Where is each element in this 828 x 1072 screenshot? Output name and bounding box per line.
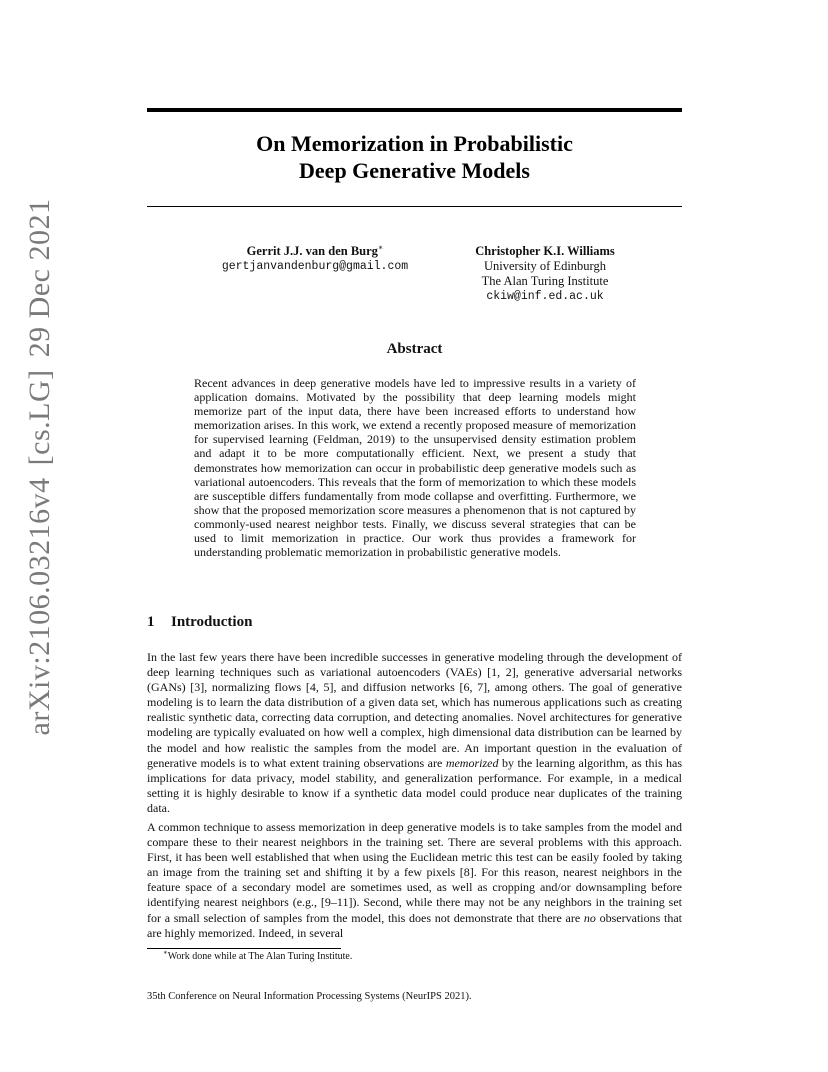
author-affiliation-2a: University of Edinburgh bbox=[484, 259, 606, 273]
author-name-2: Christopher K.I. Williams bbox=[475, 244, 615, 258]
footnote-text: Work done while at The Alan Turing Institute. bbox=[167, 951, 353, 962]
arxiv-id: arXiv:2106.03216v4 bbox=[23, 477, 56, 736]
intro-paragraph-1 bbox=[147, 650, 682, 816]
intro-p2-text-b: observations that are highly memorized. Indeed, in several bbox=[147, 910, 682, 940]
intro-paragraph-2 bbox=[147, 820, 682, 941]
intro-p1-text-a: In the last few years there have been incredible successes in generative modeling through the development of deep learning techniques such as variational autoencoders (VAEs) [1, 2], generative adversarial networks (GANs) [3], normalizing flows [4, 5], and diffusion networks [6, 7], among others. The goal of generative modeling is to learn the data distribution of a given data set, which has numerous applications such as creating realistic synthetic data, correcting data corruption, and detecting anomalies. Novel architectures for generative modeling are typically evaluated on how well a complex, high dimensional data distribution can be learned by the model and how realistic the samples from the model are. An important question in the evaluation of generative models is to what extent training observations are bbox=[147, 650, 682, 770]
author-affiliation-2b: The Alan Turing Institute bbox=[481, 274, 609, 288]
arxiv-category: [cs.LG] bbox=[23, 369, 56, 466]
abstract-text: Recent advances in deep generative models have led to impressive results in a variety of application domains. Motivated by the possibility that deep learning models might memorize part of the input data, there have been increased efforts to understand how memorization arises. In this work, we extend a recently proposed measure of memorization for supervised learning (Feldman, 2019) to the unsupervised density estimation problem and adapt it to be more computationally efficient. Next, we present a study that demonstrates how memorization can occur in probabilistic deep generative models such as variational autoencoders. This reveals that the form of memorization to which these models are susceptible differs fundamentally from mode collapse and overfitting. Furthermore, we show that the proposed memorization score measures a phenomenon that is not captured by commonly-used nearest neighbor tests. Finally, we discuss several strategies that can be used to limit memorization in practice. Our work thus provides a framework for understanding problematic memorization in probabilistic generative models. bbox=[194, 376, 636, 560]
arxiv-stamp bbox=[23, 193, 57, 742]
intro-p2-emphasis: no bbox=[583, 910, 596, 925]
arxiv-date: 29 Dec 2021 bbox=[23, 198, 56, 358]
author-email-2: ckiw@inf.ed.ac.uk bbox=[486, 290, 604, 303]
footnote-mark: ∗ bbox=[163, 948, 168, 957]
author-email-1: gertjanvandenburg@gmail.com bbox=[221, 260, 409, 273]
title-rule-bottom bbox=[147, 206, 682, 207]
author-block-2 bbox=[420, 244, 670, 304]
title-line-1: On Memorization in Probabilistic bbox=[256, 131, 573, 156]
author-name-1-text: Gerrit J.J. van den Burg bbox=[246, 244, 378, 258]
footnote-rule bbox=[147, 948, 341, 949]
title-rule-top bbox=[147, 108, 682, 112]
venue-line: 35th Conference on Neural Information Processing Systems (NeurIPS 2021). bbox=[147, 991, 472, 1002]
abstract-heading: Abstract bbox=[386, 341, 443, 357]
intro-p1-text-b: by the learning algorithm, as this has implications for data privacy, model stability, and generalization performance. For example, in a medical setting it is highly desirable to know if a synthetic data model could produce near duplicates of the training data. bbox=[147, 755, 682, 815]
footnote bbox=[163, 948, 353, 963]
intro-p1-emphasis: memorized bbox=[445, 755, 499, 770]
section-title: Introduction bbox=[171, 614, 253, 630]
title-line-2: Deep Generative Models bbox=[299, 158, 530, 183]
paper-title bbox=[147, 130, 682, 184]
section-heading-introduction bbox=[147, 614, 252, 631]
author-footnote-mark: ∗ bbox=[377, 242, 384, 252]
intro-p2-text-a: A common technique to assess memorization in deep generative models is to take samples from the model and compare these to their nearest neighbors in the training set. There are several problems with this approach. First, it has been well established that when using the Euclidean metric this test can be easily fooled by taking an image from the training set and shifting it by a few pixels [8]. For this reason, nearest neighbors in the feature space of a secondary model are sometimes used, as well as cropping and/or downsampling before identifying nearest neighbors (e.g., [9–11]). Second, while there may not be any neighbors in the training set for a small selection of samples from the model, this does not demonstrate that there are bbox=[147, 820, 682, 925]
section-number: 1 bbox=[147, 614, 155, 630]
author-block-1 bbox=[190, 244, 440, 274]
author-name-1 bbox=[190, 244, 440, 259]
